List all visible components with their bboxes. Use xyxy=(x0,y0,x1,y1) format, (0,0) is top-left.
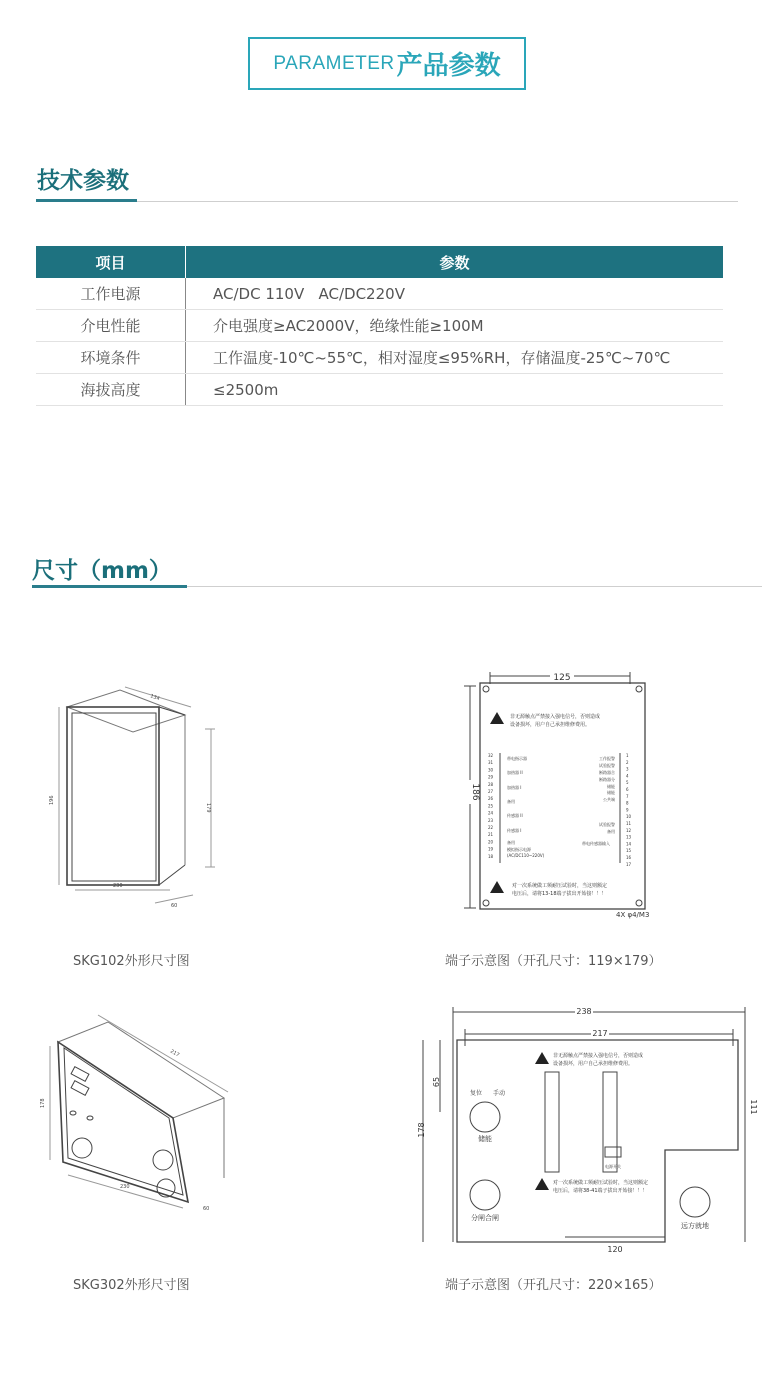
d4-knob-label: 远方就地 xyxy=(681,1222,709,1230)
d2-right-label: 工作报警 xyxy=(599,756,615,761)
d4-knob-top-label: 手动 xyxy=(493,1090,506,1097)
caption-skg102-outline: SKG102外形尺寸图 xyxy=(73,954,190,969)
d2-right-label: 储能 xyxy=(607,790,615,795)
d4-left-height: 178 xyxy=(417,1122,426,1138)
d2-left-label: 备用 xyxy=(507,799,515,804)
row-value: 介电强度≥AC2000V，绝缘性能≥100M xyxy=(186,310,724,342)
d4-outer-width: 238 xyxy=(576,1007,592,1016)
d2-warn-1a: 非无源触点严禁接入强电信号，否则造成 xyxy=(510,714,601,720)
d2-left-label: (AC/DC110~220V) xyxy=(507,853,545,858)
d1-width-label: 134 xyxy=(149,693,161,703)
terminal-number: 30 xyxy=(488,767,494,773)
terminal-number: 31 xyxy=(488,760,494,766)
banner-en: PARAMETER xyxy=(273,52,395,74)
d4-warn-2b: 电压后，请将38-41端子拔出开始接！！！ xyxy=(553,1188,648,1194)
table-row xyxy=(36,278,723,310)
tech-section-title: 技术参数 xyxy=(37,168,129,194)
d2-right-label: 公共端 xyxy=(603,797,615,802)
d4-warn-2a: 对一次系统做工频耐压试验时，当这则额定 xyxy=(553,1180,649,1186)
terminal-number: 20 xyxy=(488,839,494,845)
terminal-number: 29 xyxy=(488,774,494,780)
d3-side-label: 60 xyxy=(203,1206,210,1212)
terminal-number: 21 xyxy=(488,832,494,838)
banner-zh: 产品参数 xyxy=(396,51,501,81)
tech-section-divider xyxy=(36,201,738,202)
terminal-number: 24 xyxy=(488,810,494,816)
d2-left-label: 传感器 I xyxy=(507,828,522,833)
d2-left-label: 备用 xyxy=(507,840,515,845)
terminal-number: 16 xyxy=(626,855,632,860)
terminal-number: 15 xyxy=(626,848,632,854)
terminal-number: 27 xyxy=(488,789,494,794)
terminal-number: 2 xyxy=(626,759,629,765)
warning-icon xyxy=(535,1178,549,1190)
d3-bottom-label: 230 xyxy=(120,1184,130,1190)
table-header-row xyxy=(36,246,723,278)
terminal-number: 1 xyxy=(626,753,629,758)
d3-width-label: 217 xyxy=(169,1048,181,1059)
warning-icon xyxy=(490,881,504,893)
terminal-number: 23 xyxy=(488,817,494,823)
d2-right-label: 断路器分 xyxy=(599,777,615,782)
terminal-number: 3 xyxy=(626,766,629,772)
d1-depth-label: 179 xyxy=(205,803,211,813)
row-item: 介电性能 xyxy=(36,310,186,342)
terminal-number: 22 xyxy=(488,825,494,830)
skg102-terminal-drawing xyxy=(460,668,665,920)
d4-bottom-width: 120 xyxy=(607,1245,623,1254)
d1-height-label: 196 xyxy=(49,795,55,805)
d2-height-label: 186 xyxy=(470,783,480,801)
d4-warn-1b: 设备损坏，用户自己承担维修费用。 xyxy=(553,1061,634,1067)
d4-knob-label: 分闸合闸 xyxy=(471,1214,499,1222)
d2-right-label: 带电传感器输入 xyxy=(582,841,610,846)
d4-inner-width: 217 xyxy=(592,1029,608,1038)
caption-skg302-outline: SKG302外形尺寸图 xyxy=(73,1278,190,1293)
d4-power-label: 电源开关 xyxy=(605,1164,621,1169)
d2-right-label: 试验报警 xyxy=(599,763,615,768)
terminal-number: 6 xyxy=(626,787,629,792)
d2-warn-2b: 电压后，请将13-18端子拔出开始接！！！ xyxy=(512,891,607,897)
skg302-outline-drawing xyxy=(38,1010,238,1215)
d2-right-label: 备用 xyxy=(607,829,615,834)
terminal-number: 9 xyxy=(626,807,629,813)
d2-left-label: 模拟指示电源 xyxy=(507,847,531,852)
terminal-number: 18 xyxy=(488,853,494,859)
terminal-number: 17 xyxy=(626,861,632,867)
d2-right-label: 断路器合 xyxy=(599,770,615,775)
header-item: 项目 xyxy=(36,246,186,278)
d4-knob-label: 储能 xyxy=(478,1135,492,1143)
terminal-number: 13 xyxy=(626,834,632,840)
d1-bottom-label: 230 xyxy=(113,883,123,889)
d4-knob-top-label: 复位 xyxy=(470,1090,483,1097)
terminal-number: 8 xyxy=(626,800,629,806)
row-item: 海拔高度 xyxy=(36,374,186,406)
terminal-number: 5 xyxy=(626,780,629,786)
terminal-number: 19 xyxy=(488,846,494,852)
skg102-outline-drawing xyxy=(45,685,230,915)
terminal-number: 11 xyxy=(626,821,632,826)
d3-height-label: 178 xyxy=(40,1098,46,1108)
tech-section-underline xyxy=(36,199,137,202)
row-value: 工作温度-10℃~55℃，相对湿度≤95%RH，存储温度-25℃~70℃ xyxy=(186,342,724,374)
row-value: AC/DC 110V AC/DC220V xyxy=(186,278,724,310)
row-value: ≤2500m xyxy=(186,374,724,406)
terminal-number: 26 xyxy=(488,796,494,802)
terminal-number: 10 xyxy=(626,814,632,820)
d2-left-label: 传感器 II xyxy=(507,813,523,818)
parameter-banner xyxy=(248,37,526,90)
skg302-terminal-drawing xyxy=(415,1002,758,1260)
params-table xyxy=(36,246,723,406)
d2-right-label: 试验报警 xyxy=(599,822,615,827)
d2-hole-label: 4X φ4/M3 xyxy=(616,911,650,919)
d2-left-label: 带电指示器 xyxy=(507,756,527,761)
terminal-number: 25 xyxy=(488,803,494,809)
terminal-number: 14 xyxy=(626,841,632,847)
warning-icon xyxy=(490,712,504,724)
row-item: 环境条件 xyxy=(36,342,186,374)
dims-section-title: 尺寸（mm） xyxy=(32,558,172,584)
d2-width-label: 125 xyxy=(553,673,571,683)
terminal-number: 32 xyxy=(488,753,494,758)
table-row xyxy=(36,310,723,342)
d4-top-height: 65 xyxy=(432,1076,441,1088)
d2-warn-1b: 设备损坏，用户自己承担维修费用。 xyxy=(510,722,591,728)
terminal-number: 28 xyxy=(488,781,494,787)
header-value: 参数 xyxy=(186,246,724,278)
row-item: 工作电源 xyxy=(36,278,186,310)
table-row xyxy=(36,342,723,374)
table-row xyxy=(36,374,723,406)
terminal-number: 7 xyxy=(626,793,629,799)
caption-skg102-terminal: 端子示意图（开孔尺寸：119×179） xyxy=(445,954,662,969)
caption-skg302-terminal: 端子示意图（开孔尺寸：220×165） xyxy=(445,1278,662,1293)
d2-right-label: 储能 xyxy=(607,784,615,789)
d2-left-label: 加热器 II xyxy=(507,770,523,775)
dims-section-underline xyxy=(32,585,187,588)
d2-warn-2a: 对一次系统做工频耐压试验时，当这则额定 xyxy=(512,883,608,889)
d1-side-label: 60 xyxy=(171,903,178,909)
d4-right-height: 111 xyxy=(749,1099,758,1115)
d2-left-label: 加热器 I xyxy=(507,785,522,790)
terminal-number: 4 xyxy=(626,773,629,779)
d4-warn-1a: 非无源触点严禁接入强电信号，否则造成 xyxy=(553,1053,644,1059)
terminal-number: 12 xyxy=(626,827,632,833)
warning-icon xyxy=(535,1052,549,1064)
